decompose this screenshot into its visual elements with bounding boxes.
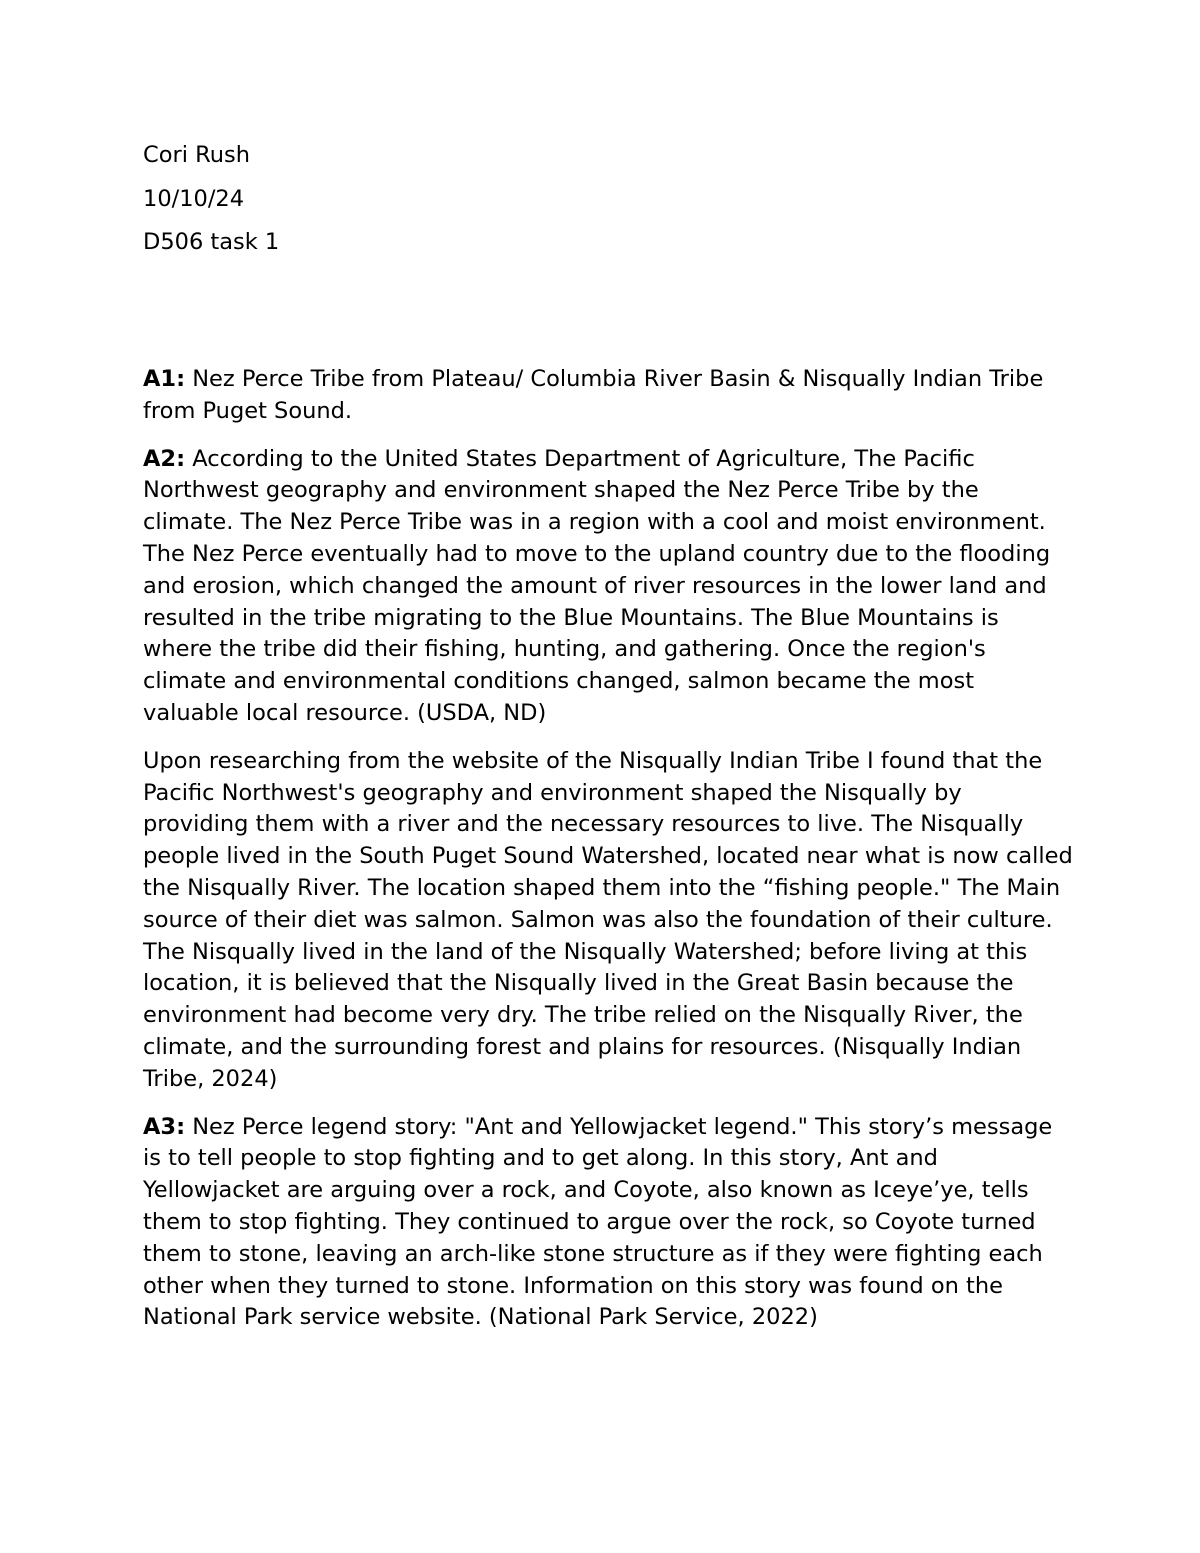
document-body xyxy=(143,364,1073,1350)
section-a2-text: According to the United States Department of Agriculture, The Pacific Northwest geography and environment shaped the Nez Perce Tribe by the climate. The Nez Perce Tribe was in a region with a cool and moist environment. The Nez Perce eventually had to move to the upland country due to the flooding and erosion, which changed the amount of river resources in the lower land and resulted in the tribe migrating to the Blue Mountains. The Blue Mountains is where the tribe did their fishing, hunting, and gathering. Once the region's climate and environmental conditions changed, salmon became the most valuable local resource. (USDA, ND) xyxy=(143,445,1051,726)
section-a3-text: Nez Perce legend story: "Ant and Yellowjacket legend." This story’s message is to tell people to stop fighting and to get along. In this story, Ant and Yellowjacket are arguing over a rock, and Coyote, also known as Iceye’ye, tells them to stop fighting. They continued to argue over the rock, so Coyote turned them to stone, leaving an arch-like stone structure as if they were fighting each other when they turned to stone. Information on this story was found on the National Park service website. (National Park Service, 2022) xyxy=(143,1113,1053,1331)
section-a1-label: A1: xyxy=(143,366,186,392)
section-a1 xyxy=(143,364,1073,428)
section-a2-continued: Upon researching from the website of the Nisqually Indian Tribe I found that the Pacific Northwest's geography and environment shaped the Nisqually by providing them with a river and the necessary resources to live. The Nisqually people lived in the South Puget Sound Watershed, located near what is now called the Nisqually River. The location shaped them into the “fishing people." The Main source of their diet was salmon. Salmon was also the foundation of their culture. The Nisqually lived in the land of the Nisqually Watershed; before living at this location, it is believed that the Nisqually lived in the Great Basin because the environment had become very dry. The tribe relied on the Nisqually River, the climate, and the surrounding forest and plains for resources. (Nisqually Indian Tribe, 2024) xyxy=(143,747,1073,1092)
section-a1-text: Nez Perce Tribe from Plateau/ Columbia River Basin & Nisqually Indian Tribe from Puget Sound. xyxy=(143,366,1044,424)
author-name: Cori Rush xyxy=(143,142,250,168)
section-a2 xyxy=(143,444,1073,730)
course-title: D506 task 1 xyxy=(143,229,280,255)
section-a3-label: A3: xyxy=(143,1113,186,1140)
section-a3 xyxy=(143,1112,1073,1335)
section-a2-label: A2: xyxy=(143,445,186,472)
document-date: 10/10/24 xyxy=(143,186,245,212)
